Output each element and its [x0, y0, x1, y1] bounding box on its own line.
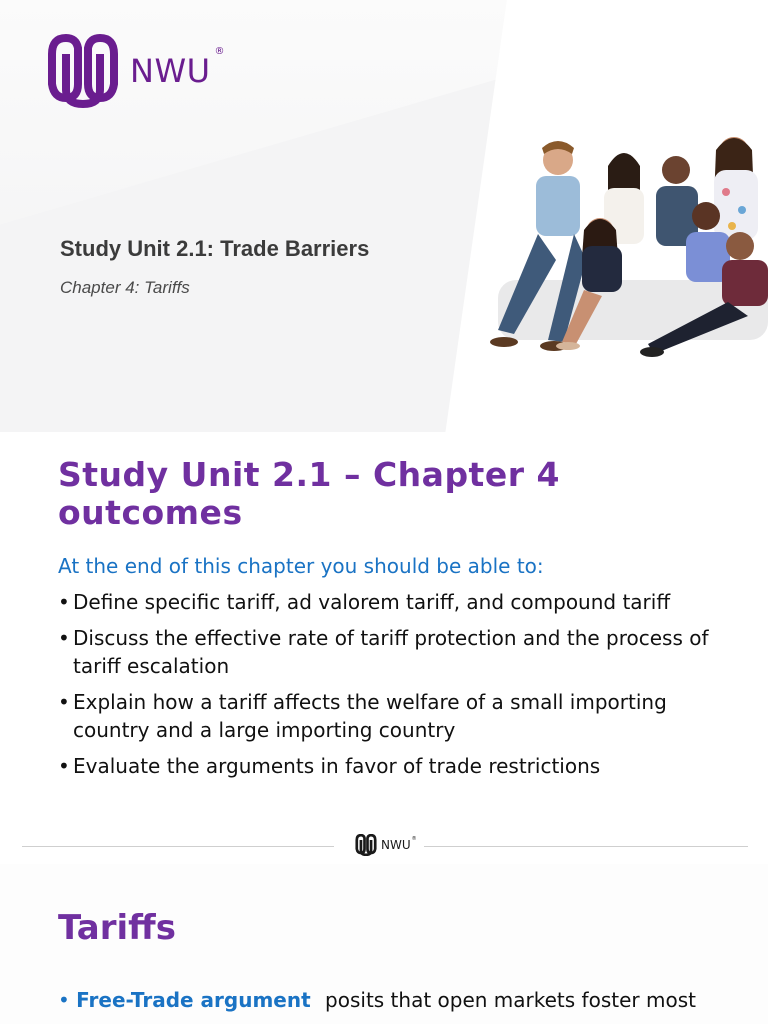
bullet-term: Free-Trade argument	[76, 988, 311, 1012]
bullet-marker: •	[58, 626, 70, 650]
nwu-emblem-icon	[355, 834, 377, 856]
group-of-students-photo	[478, 130, 768, 370]
list-item-text: Explain how a tariff affects the welfare of a small importing country and a large importing country	[73, 690, 667, 742]
nwu-emblem-icon	[46, 34, 120, 108]
list-item	[58, 988, 696, 1012]
title-slide	[0, 0, 768, 432]
slide-heading: Tariffs	[58, 908, 176, 948]
footer-divider	[424, 846, 748, 847]
footer-divider	[22, 846, 334, 847]
slide-title: Study Unit 2.1: Trade Barriers	[60, 236, 370, 261]
outcomes-slide	[0, 436, 768, 860]
outcomes-list	[58, 588, 728, 788]
registered-mark: ®	[214, 46, 225, 57]
nwu-logo	[46, 34, 225, 108]
list-item-text: Define specific tariff, ad valorem tariff, and compound tariff	[73, 590, 671, 614]
list-item-text: Discuss the effective rate of tariff protection and the process of tariff escalation	[73, 626, 709, 678]
list-item	[58, 752, 728, 780]
list-item	[58, 588, 728, 616]
bullet-marker: •	[58, 754, 70, 778]
list-item-text: Evaluate the arguments in favor of trade restrictions	[73, 754, 601, 778]
nwu-footer-logo	[355, 834, 417, 856]
list-item	[58, 624, 728, 680]
logo-wordmark: NWU	[381, 838, 411, 852]
logo-wordmark: NWU	[130, 52, 211, 90]
registered-mark: ®	[411, 836, 417, 842]
list-item-text: posits that open markets foster most	[325, 988, 696, 1012]
slide-subtitle: Chapter 4: Tariffs	[60, 278, 190, 297]
bullet-marker: •	[58, 690, 70, 714]
slide-heading: Study Unit 2.1 – Chapter 4 outcomes	[58, 455, 560, 532]
bullet-marker: •	[58, 590, 70, 614]
bullet-marker: •	[58, 988, 70, 1012]
list-item	[58, 688, 728, 744]
lead-text: At the end of this chapter you should be able to:	[58, 554, 544, 578]
tariffs-slide	[0, 864, 768, 1024]
